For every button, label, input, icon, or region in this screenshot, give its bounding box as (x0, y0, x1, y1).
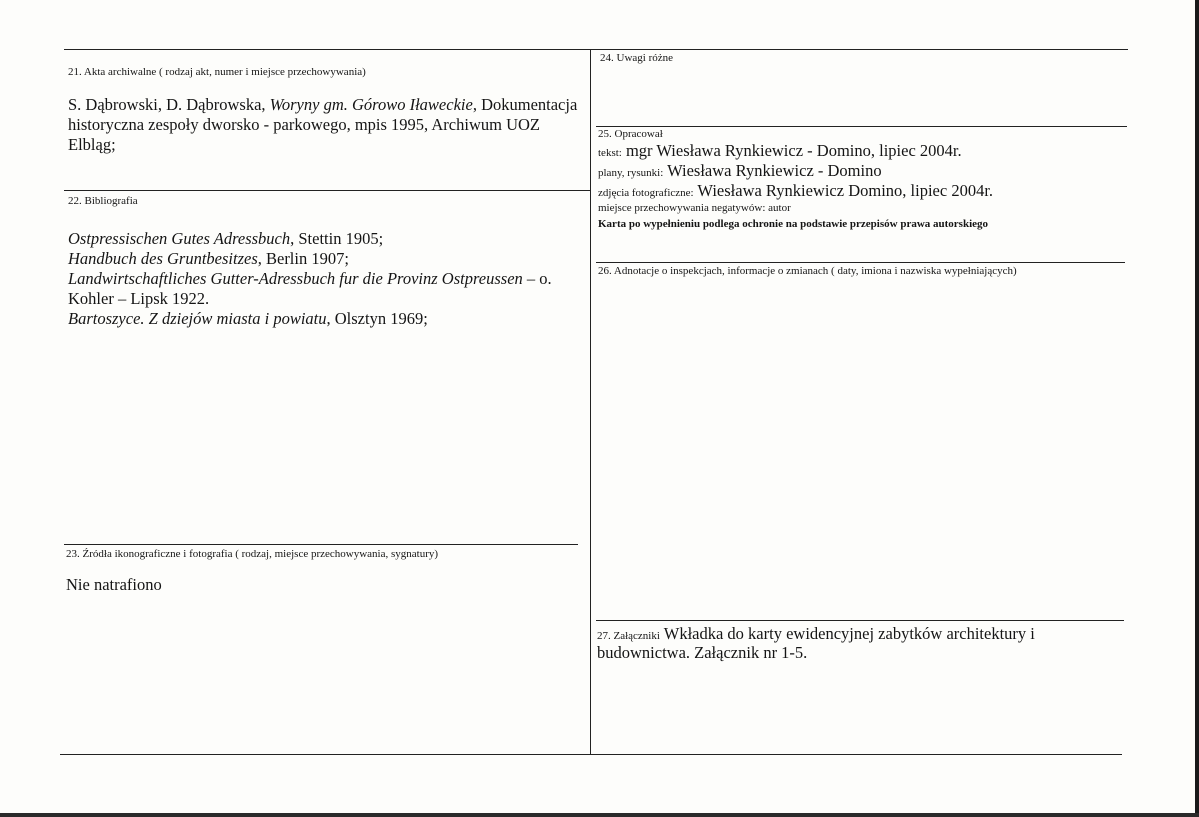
section-21-line-3: Elbląg; (68, 135, 116, 154)
divider-22-23 (64, 544, 578, 545)
bibliography-details: Kohler – Lipsk 1922. (68, 289, 210, 308)
bibliography-details: , Olsztyn 1969; (326, 309, 428, 328)
section-25-zdjecia (598, 181, 993, 201)
scan-edge-right (1195, 0, 1199, 817)
bibliography-details: , Stettin 1905; (290, 229, 384, 248)
bibliography-title: Landwirtschaftliches Gutter-Adressbuch fur die Provinz Ostpreussen (68, 269, 523, 288)
divider-25-26 (596, 262, 1125, 263)
section-25-label: 25. Opracował (598, 128, 663, 140)
top-border (64, 49, 1128, 50)
bibliography-entry (68, 269, 552, 289)
plany-label: plany, rysunki: (598, 167, 664, 179)
bibliography-title: Ostpressischen Gutes Adressbuch (68, 229, 291, 248)
zdjecia-value: Wiesława Rynkiewicz Domino, lipiec 2004r. (693, 181, 994, 200)
bibliography-details: – o. (522, 269, 552, 288)
section-25-storage: miejsce przechowywania negatywów: autor (598, 202, 791, 214)
bibliography-entry (68, 309, 428, 329)
scan-edge-bottom (0, 813, 1199, 817)
section-25-plany (598, 161, 882, 181)
copyright-note: Karta po wypełnieniu podlega ochronie na podstawie przepisów prawa autorskiego (598, 218, 989, 230)
bibliography-title: Bartoszyce. Z dziejów miasta i powiatu (68, 309, 327, 328)
zdjecia-label: zdjęcia fotograficzne: (598, 187, 694, 199)
section-21-line-1b: , Dokumentacja (472, 95, 578, 114)
section-21-line-1 (68, 95, 577, 115)
section-24-label: 24. Uwagi różne (600, 52, 674, 64)
divider-21-22 (64, 190, 590, 191)
section-23-text: Nie natrafiono (66, 575, 162, 594)
bottom-border (60, 754, 1122, 755)
plany-value: Wiesława Rynkiewicz - Domino (663, 161, 882, 180)
section-23-label: 23. Źródła ikonograficzne i fotografia ( rodzaj, miejsce przechowywania, sygnatury) (66, 548, 439, 560)
divider-26-27 (596, 620, 1124, 621)
section-27-value-1: Wkładka do karty ewidencyjnej zabytków architektury i (659, 624, 1035, 643)
center-divider (590, 49, 591, 755)
section-21-line-1a: S. Dąbrowski, D. Dąbrowska, (68, 95, 270, 114)
section-21-place-name: Woryny gm. Górowo Iławeckie (269, 95, 473, 114)
bibliography-details: , Berlin 1907; (257, 249, 349, 268)
section-22-label: 22. Bibliografia (68, 195, 138, 207)
bibliography-entry (68, 249, 349, 269)
bibliography-entry (68, 229, 383, 249)
section-21-line-2: historyczna zespoły dworsko - parkowego, mpis 1995, Archiwum UOZ (68, 115, 540, 134)
section-27-label: 27. Załączniki (597, 630, 660, 642)
section-27-line-1 (597, 624, 1035, 644)
section-27-line-2: budownictwa. Załącznik nr 1-5. (597, 643, 808, 662)
bibliography-entry (68, 289, 209, 309)
section-21-label: 21. Akta archiwalne ( rodzaj akt, numer i miejsce przechowywania) (68, 66, 366, 78)
section-25-tekst (598, 141, 962, 161)
divider-24-25 (596, 126, 1127, 127)
tekst-value: mgr Wiesława Rynkiewicz - Domino, lipiec 2004r. (621, 141, 962, 160)
tekst-label: tekst: (598, 147, 622, 159)
section-26-label: 26. Adnotacje o inspekcjach, informacje o zmianach ( daty, imiona i nazwiska wypełniających) (598, 265, 1017, 277)
bibliography-title: Handbuch des Gruntbesitzes (68, 249, 258, 268)
